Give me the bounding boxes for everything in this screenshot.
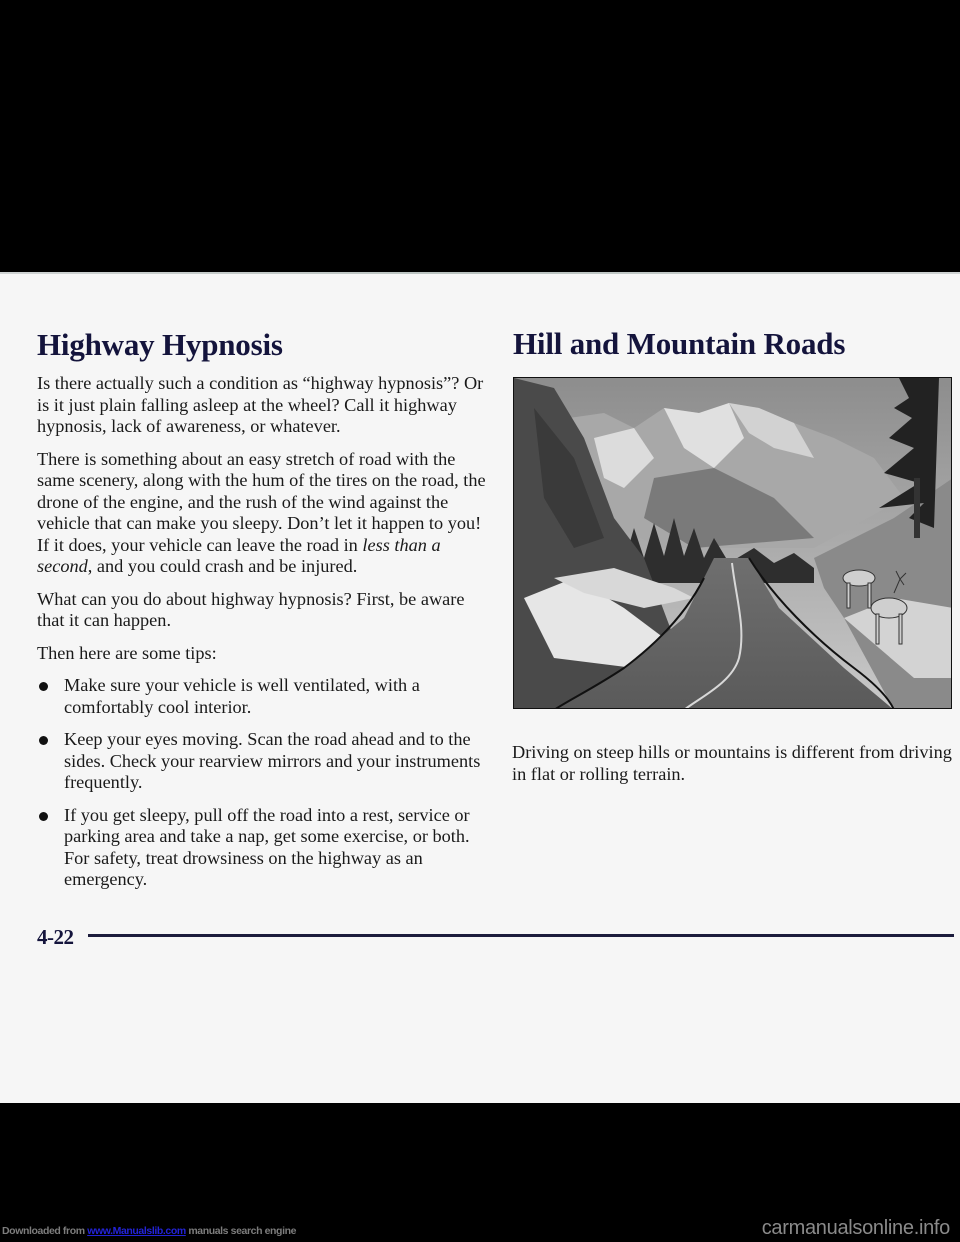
watermark-suffix: manuals search engine	[185, 1225, 297, 1237]
paragraph-intro: Is there actually such a condition as “highway hypnosis”? Or is it just plain falling asleep at the wheel? Call it highway hypnosis, lack of awareness, or whatever.	[37, 373, 484, 436]
tips-list	[37, 675, 487, 891]
paragraph-awareness: What can you do about highway hypnosis? First, be aware that it can happen.	[37, 588, 465, 630]
paragraph-danger	[37, 449, 487, 578]
mountain-road-illustration	[513, 377, 952, 709]
paragraph-danger-text: There is something about an easy stretch of road with the same scenery, along with the hum of the tires on the road, the drone of the engine, and the rush of the wind against the vehicle that can make you sleepy. Don’t let it happen to you! If it does, your vehicle can leave the road in	[37, 448, 486, 555]
bullet-icon	[39, 736, 48, 745]
emphasis-less-than-a-second: less than a second	[37, 534, 441, 576]
footer-rule	[88, 934, 954, 937]
tip-item	[37, 729, 487, 794]
tip-text: Keep your eyes moving. Scan the road ahead and to the sides. Check your rearview mirrors and your instruments frequently.	[64, 729, 481, 792]
tip-text: Make sure your vehicle is well ventilated, with a comfortably cool interior.	[64, 675, 420, 717]
section-title-highway-hypnosis: Highway Hypnosis	[37, 327, 283, 362]
paragraph-tips-intro: Then here are some tips:	[37, 642, 217, 663]
page-number: 4-22	[37, 925, 74, 949]
left-column	[37, 373, 487, 902]
mountain-road-image-icon	[514, 378, 952, 709]
hill-mountain-caption: Driving on steep hills or mountains is different from driving in flat or rolling terrain.	[512, 742, 952, 784]
site-watermark: carmanualsonline.info	[761, 1217, 950, 1239]
page-top-edge	[0, 272, 960, 274]
tip-item	[37, 675, 487, 718]
watermark-prefix: Downloaded from	[2, 1225, 88, 1237]
paragraph-danger-end: , and you could crash and be injured.	[87, 556, 358, 576]
bullet-icon	[39, 682, 48, 691]
download-watermark	[2, 1225, 296, 1237]
tip-text: If you get sleepy, pull off the road into a rest, service or parking area and take a nap, get some exercise, or both. For safety, treat drowsiness on the highway as an emergency.	[64, 804, 470, 889]
tip-item	[37, 805, 487, 891]
bullet-icon	[39, 812, 48, 821]
manualslib-link[interactable]: www.Manualslib.com	[87, 1225, 186, 1237]
section-title-hill-mountain-roads: Hill and Mountain Roads	[513, 326, 846, 361]
